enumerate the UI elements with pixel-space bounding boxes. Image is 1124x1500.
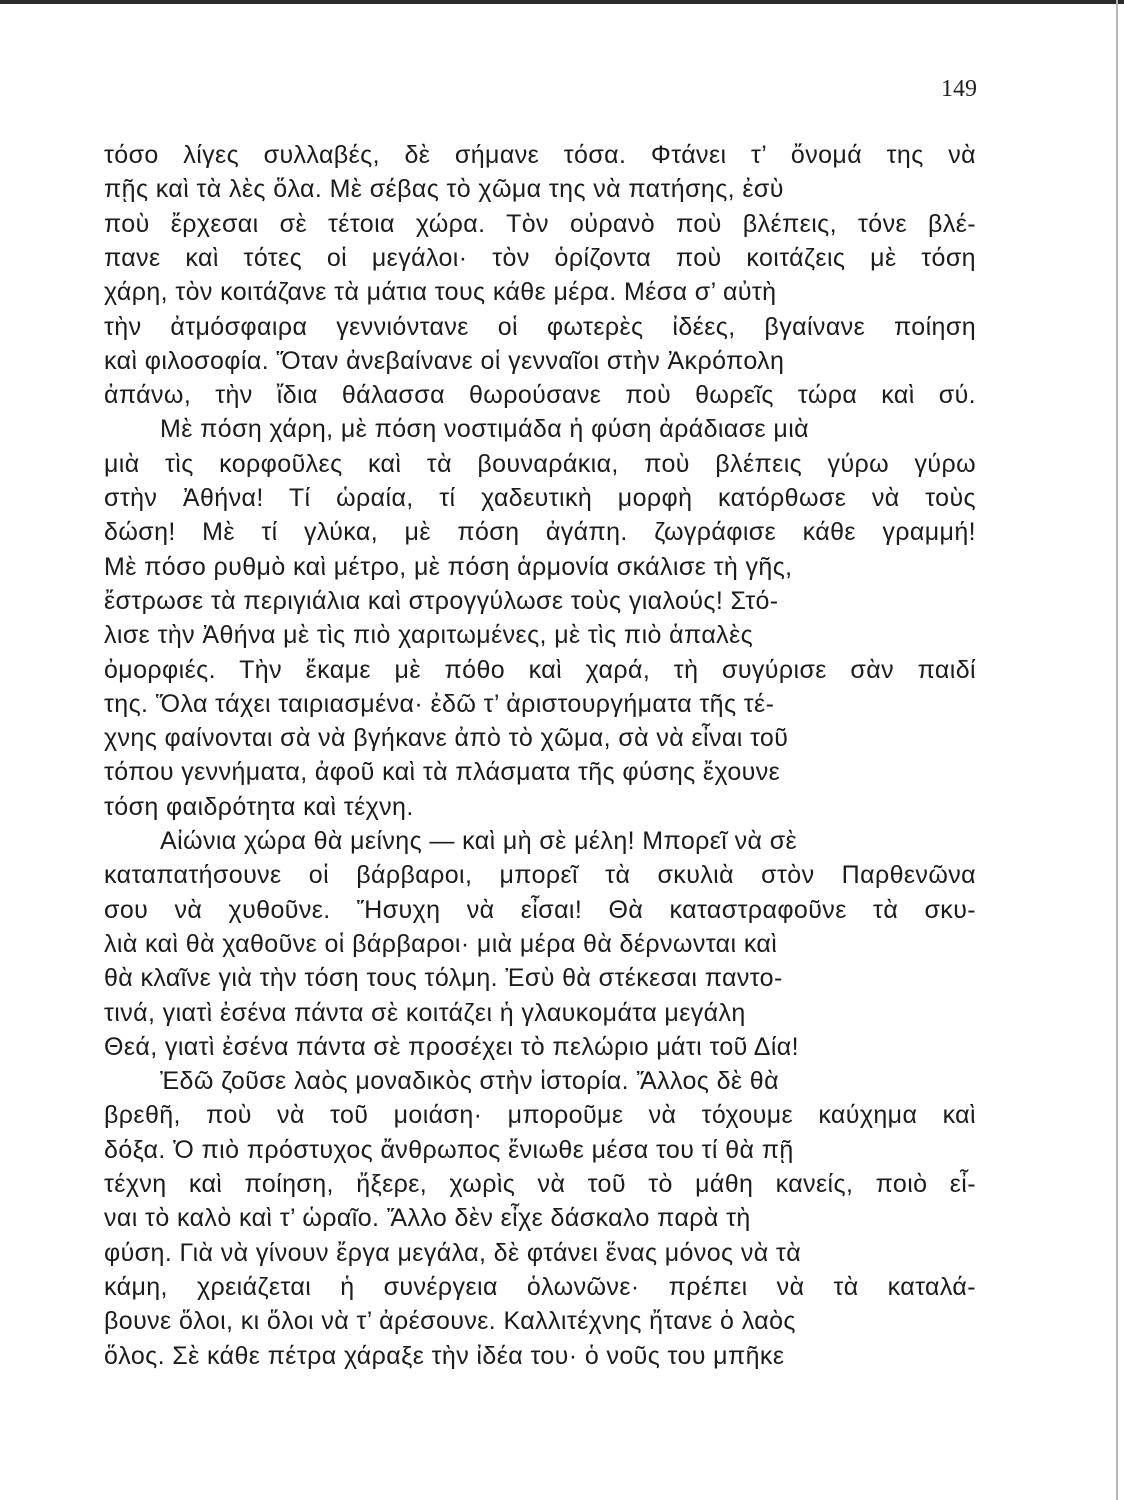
text-line-content: Θεά, γιατὶ ἐσένα πάντα σὲ προσέχει τὸ πελώριο μάτι τοῦ Δία! (104, 1032, 799, 1061)
text-line (104, 1030, 976, 1064)
text-line (104, 893, 976, 927)
text-line-content: χνης φαίνονται σὰ νὰ βγήκανε ἀπὸ τὸ χῶμα, σὰ νὰ εἶναι τοῦ (104, 724, 789, 753)
text-line (104, 378, 976, 412)
text-line (104, 241, 976, 275)
paragraph-first-line (160, 1064, 976, 1098)
text-line (104, 618, 976, 652)
paragraph-first-line (160, 412, 976, 446)
text-line-content: Μὲ πόση χάρη, μὲ πόση νοστιμάδα ἡ φύση ἀράδιασε μιὰ (160, 415, 810, 444)
text-line (104, 310, 976, 344)
text-line (104, 207, 976, 241)
text-line-content: ὀμορφιές. Τὴν ἔκαμε μὲ πόθο καὶ χαρά, τὴ συγύρισε σὰν παιδί (104, 655, 976, 684)
text-line (104, 275, 976, 309)
text-line-content: τόπου γεννήματα, ἀφοῦ καὶ τὰ πλάσματα τῆς φύσης ἔχουνε (104, 758, 781, 787)
text-line-content: βρεθῆ, ποὺ νὰ τοῦ μοιάση· μποροῦμε νὰ τόχουμε καύχημα καὶ (104, 1101, 976, 1130)
text-line (104, 996, 976, 1030)
scan-right-edge (1116, 0, 1118, 1500)
text-line-content: καὶ φιλοσοφία. Ὅταν ἀνεβαίνανε οἱ γενναῖοι στὴν Ἀκρόπολη (104, 346, 785, 375)
scan-top-edge (0, 0, 1124, 4)
text-line (104, 721, 976, 755)
text-line-content: στὴν Ἀθήνα! Τί ὡραία, τί χαδευτικὴ μορφὴ κατόρθωσε νὰ τοὺς (104, 484, 976, 512)
page-number: 149 (941, 76, 977, 102)
text-line (104, 344, 976, 378)
text-line-content: τέχνη καὶ ποίηση, ἤξερε, χωρὶς νὰ τοῦ τὸ μάθη κανείς, ποιὸ εἶ- (104, 1170, 976, 1198)
text-line-content: της. Ὅλα τάχει ταιριασμένα· ἐδῶ τ’ ἀριστουργήματα τῆς τέ- (104, 689, 775, 718)
text-line-content: ναι τὸ καλὸ καὶ τ’ ὡραῖο. Ἄλλο δὲν εἶχε δάσκαλο παρὰ τὴ (104, 1204, 751, 1233)
text-line (104, 172, 976, 206)
text-line (104, 755, 976, 789)
text-line-content: λισε τὴν Ἀθήνα μὲ τὶς πιὸ χαριτωμένες, μὲ τὶς πιὸ ἁπαλὲς (104, 621, 754, 650)
text-line-content: σου νὰ χυθοῦνε. Ἥσυχη νὰ εἶσαι! Θὰ καταστραφοῦνε τὰ σκυ- (104, 895, 976, 924)
text-line (104, 1236, 976, 1270)
text-line (104, 1270, 976, 1304)
text-line-content: τόση φαιδρότητα καὶ τέχνη. (104, 792, 414, 821)
text-line-content: ποὺ ἔρχεσαι σὲ τέτοια χώρα. Τὸν οὐρανὸ ποὺ βλέπεις, τόνε βλέ- (104, 209, 976, 238)
text-line-content: Μὲ πόσο ρυθμὸ καὶ μέτρο, μὲ πόση ἁρμονία σκάλισε τὴ γῆς, (104, 552, 793, 581)
text-line-content: ἀπάνω, τὴν ἴδια θάλασσα θωρούσανε ποὺ θωρεῖς τώρα καὶ σύ. (104, 381, 976, 410)
text-line-content: μιὰ τὶς κορφοῦλες καὶ τὰ βουναράκια, ποὺ βλέπεις γύρω γύρω (104, 449, 976, 478)
text-line-content: βουνε ὅλοι, κι ὅλοι νὰ τ’ ἀρέσουνε. Καλλιτέχνης ἤτανε ὁ λαὸς (104, 1307, 796, 1336)
body-text (104, 138, 976, 1378)
text-line (104, 858, 976, 892)
text-line-content: τὴν ἀτμόσφαιρα γεννιόντανε οἱ φωτερὲς ἰδέες, βγαίνανε ποίηση (104, 312, 976, 341)
text-line-content: δόξα. Ὁ πιὸ πρόστυχος ἄνθρωπος ἔνιωθε μέσα του τί θὰ πῇ (104, 1135, 794, 1164)
text-line (104, 1167, 976, 1201)
text-line-content: ἔστρωσε τὰ περιγιάλια καὶ στρογγύλωσε τοὺς γιαλούς! Στό- (104, 586, 779, 615)
text-line (104, 584, 976, 618)
paragraph-first-line (160, 824, 976, 858)
text-line-content: Ἐδῶ ζοῦσε λαὸς μοναδικὸς στὴν ἱστορία. Ἄλλος δὲ θὰ (160, 1067, 779, 1096)
text-line-content: χάρη, τὸν κοιτάζανε τὰ μάτια τους κάθε μέρα. Μέσα σ’ αὐτὴ (104, 278, 777, 307)
text-line (104, 687, 976, 721)
text-line (104, 481, 976, 515)
text-line (104, 927, 976, 961)
text-line (104, 1133, 976, 1167)
text-line-content: δώση! Μὲ τί γλύκα, μὲ πόση ἀγάπη. ζωγράφισε κάθε γραμμή! (104, 518, 976, 547)
text-line (104, 550, 976, 584)
text-line-content: τινά, γιατὶ ἐσένα πάντα σὲ κοιτάζει ἡ γλαυκομάτα μεγάλη (104, 998, 746, 1027)
text-line-content: φύση. Γιὰ νὰ γίνουν ἔργα μεγάλα, δὲ φτάνει ἕνας μόνος νὰ τὰ (104, 1238, 802, 1267)
text-line (104, 1098, 976, 1132)
text-line (104, 961, 976, 995)
text-line-content: πανε καὶ τότες οἱ μεγάλοι· τὸν ὁρίζοντα ποὺ κοιτάζεις μὲ τόση (104, 243, 976, 272)
text-line (104, 447, 976, 481)
text-line-content: πῇς καὶ τὰ λὲς ὅλα. Μὲ σέβας τὸ χῶμα της νὰ πατήσης, ἐσὺ (104, 175, 784, 204)
text-line (104, 1304, 976, 1338)
text-line (104, 515, 976, 549)
text-line (104, 1339, 976, 1373)
text-line-content: κάμη, χρειάζεται ἡ συνέργεια ὁλωνῶνε· πρέπει νὰ τὰ καταλά- (104, 1272, 976, 1301)
text-line-content: Αἰώνια χώρα θὰ μείνης — καὶ μὴ σὲ μέλη! Μπορεῖ νὰ σὲ (160, 827, 798, 855)
text-line-content: λιὰ καὶ θὰ χαθοῦνε οἱ βάρβαροι· μιὰ μέρα θὰ δέρνωνται καὶ (104, 929, 778, 958)
text-line-content: θὰ κλαῖνε γιὰ τὴν τόση τους τόλμη. Ἐσὺ θὰ στέκεσαι παντο- (104, 964, 783, 993)
text-line-content: ὅλος. Σὲ κάθε πέτρα χάραξε τὴν ἰδέα του· ὁ νοῦς του μπῆκε (104, 1341, 785, 1370)
text-line (104, 1201, 976, 1235)
text-line-content: τόσο λίγες συλλαβές, δὲ σήμανε τόσα. Φτάνει τ’ ὄνομά της νὰ (104, 141, 976, 169)
text-line (104, 653, 976, 687)
text-line (104, 138, 976, 172)
text-line (104, 790, 976, 824)
text-line-content: καταπατήσουνε οἱ βάρβαροι, μπορεῖ τὰ σκυλιὰ στὸν Παρθενῶνα (104, 861, 976, 890)
